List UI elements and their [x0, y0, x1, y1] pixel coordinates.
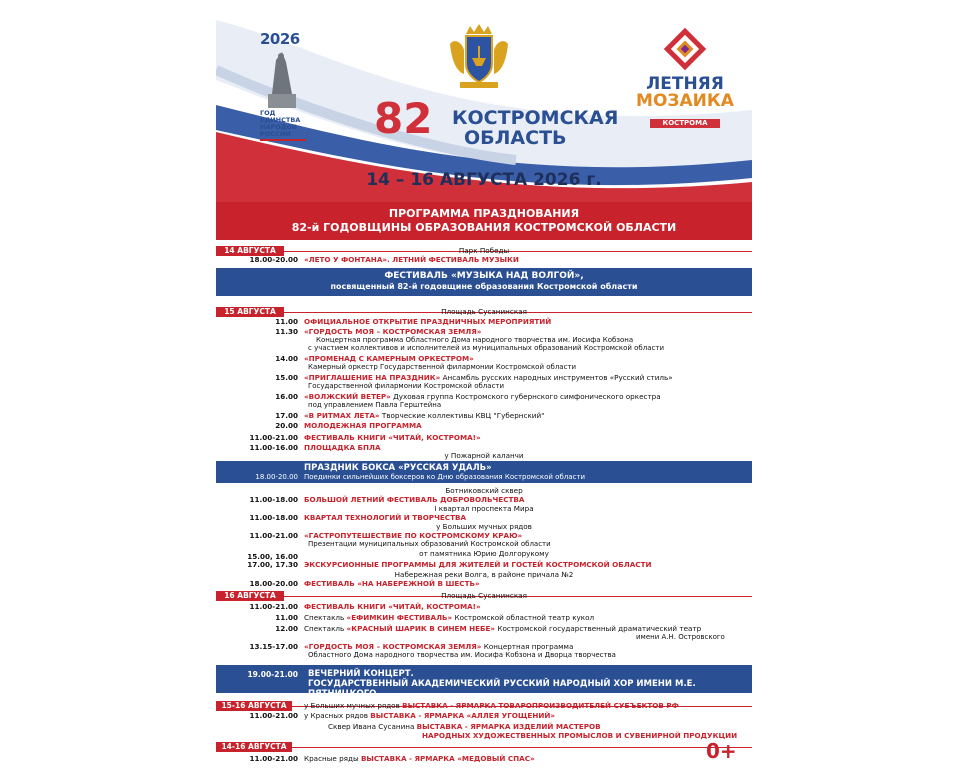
event-title: ФЕСТИВАЛЬ КНИГИ «ЧИТАЙ, КОСТРОМА!»	[304, 602, 481, 611]
event-title: «ЛЕТО У ФОНТАНА». ЛЕТНИЙ ФЕСТИВАЛЬ МУЗЫКИ	[304, 255, 519, 264]
event-title: БОЛЬШОЙ ЛЕТНИЙ ФЕСТИВАЛЬ ДОБРОВОЛЬЧЕСТВА	[304, 495, 525, 504]
program-title-band	[216, 202, 752, 240]
event-time: 12.00	[275, 624, 298, 633]
fair-venue: Красные ряды	[304, 754, 359, 763]
summer-mosaic-logo	[630, 26, 740, 129]
event-time: 11.00-18.00	[249, 495, 298, 504]
unity-line: РОССИИ	[260, 130, 291, 138]
concert-title: ВЕЧЕРНИЙ КОНЦЕРТ.	[308, 669, 414, 679]
event-title: КВАРТАЛ ТЕХНОЛОГИЙ И ТВОРЧЕСТВА	[304, 513, 467, 522]
date-tag-16: 16 АВГУСТА	[216, 591, 284, 601]
event-description: имени А.Н. Островского	[636, 633, 725, 641]
date-tag-14-16: 14-16 АВГУСТА	[216, 742, 292, 752]
monument-icon	[262, 48, 302, 110]
event-prefix: Спектакль	[304, 624, 345, 633]
mosaic-title-line1: ЛЕТНЯЯ	[646, 74, 724, 94]
event-description: под управлением Павла Герштейна	[308, 401, 442, 409]
kostroma-coat-of-arms-icon	[444, 24, 514, 94]
venue-label: Ботниковский сквер	[445, 486, 523, 495]
event-title: «ВОЛЖСКИЙ ВЕТЕР»	[304, 392, 391, 401]
event-title: «В РИТМАХ ЛЕТА»	[304, 411, 380, 420]
fair-title: ВЫСТАВКА - ЯРМАРКА ТОВАРОПРОИЗВОДИТЕЛЕЙ СУБЪЕКТОВ РФ	[402, 701, 679, 710]
fair-venue: Сквер Ивана Сусанина	[328, 722, 415, 731]
date-tag-15: 15 АВГУСТА	[216, 307, 284, 317]
date-tag-15-16: 15-16 АВГУСТА	[216, 701, 292, 711]
event-title: ФЕСТИВАЛЬ КНИГИ «ЧИТАЙ, КОСТРОМА!»	[304, 433, 481, 442]
event-description: Презентации муниципальных образований Костромской области	[308, 540, 551, 548]
festival-subtitle: посвященный 82-й годовщине образования Костромской области	[330, 282, 638, 291]
event-title: «ГАСТРОПУТЕШЕСТВИЕ ПО КОСТРОМСКОМУ КРАЮ»	[304, 531, 523, 540]
event-time: 16.00	[275, 392, 298, 401]
poster	[216, 10, 752, 768]
program-title-line2: 82-й ГОДОВЩИНЫ ОБРАЗОВАНИЯ КОСТРОМСКОЙ ОБЛАСТИ	[291, 221, 677, 234]
fair-title: ВЫСТАВКА - ЯРМАРКА «МЕДОВЫЙ СПАС»	[360, 754, 535, 763]
event-time: 11.00-21.00	[249, 754, 298, 763]
venue-label: Парк Победы	[458, 246, 510, 255]
concert-time: 19.00-21.00	[247, 670, 298, 679]
event-description: Творческие коллективы КВЦ "Губернский"	[381, 411, 545, 420]
event-title: ПЛОЩАДКА БПЛА	[304, 443, 381, 452]
festival-band	[216, 268, 752, 296]
event-title: ЭКСКУРСИОННЫЕ ПРОГРАММЫ ДЛЯ ЖИТЕЛЕЙ И ГОСТЕЙ КОСТРОМСКОЙ ОБЛАСТИ	[304, 560, 652, 569]
anniversary-number: 82	[374, 94, 433, 143]
mosaic-city-badge: КОСТРОМА	[650, 119, 719, 128]
fair-venue: у Красных рядов	[304, 711, 368, 720]
event-title: «ГОРДОСТЬ МОЯ – КОСТРОМСКАЯ ЗЕМЛЯ»	[304, 327, 482, 336]
event-title: ФЕСТИВАЛЬ «НА НАБЕРЕЖНОЙ В ШЕСТЬ»	[304, 579, 480, 588]
event-time: 11.00-21.00	[249, 433, 298, 442]
event-description: Камерный оркестр Государственной филармонии Костромской области	[308, 363, 577, 371]
day-separator	[216, 747, 752, 748]
mosaic-pattern-icon	[662, 26, 708, 72]
date-tag-14: 14 АВГУСТА	[216, 246, 284, 256]
event-description: с участием коллективов и исполнителей из муниципальных образований Костромской области	[308, 344, 664, 352]
event-description: Концертная программа Областного Дома народного творчества им. Иосифа Кобзона	[316, 336, 634, 344]
event-time: 11.00-16.00	[249, 443, 298, 452]
region-name-line1: КОСТРОМСКАЯ	[452, 107, 619, 129]
unity-line: ГОД	[260, 109, 276, 117]
event-time: 11.00-21.00	[249, 711, 298, 720]
event-time: 13.15-17.00	[249, 642, 298, 651]
event-title: «ПРОМЕНАД С КАМЕРНЫМ ОРКЕСТРОМ»	[304, 354, 474, 363]
event-description: Духовая группа Костромского губернского симфонического оркестра	[393, 392, 661, 401]
concert-performer: ГОСУДАРСТВЕННЫЙ АКАДЕМИЧЕСКИЙ РУССКИЙ НАРОДНЫЙ ХОР ИМЕНИ М.Е. ПЯТНИЦКОГО	[308, 679, 696, 699]
event-description: Областного Дома народного творчества им. Иосифа Кобзона и Дворца творчества	[308, 651, 616, 659]
venue-label: I квартал проспекта Мира	[434, 504, 534, 513]
mosaic-title-line2: МОЗАИКА	[636, 91, 734, 111]
year-of-unity-logo	[260, 30, 316, 141]
event-time: 18.00-20.00	[249, 255, 298, 264]
evening-concert-band	[216, 665, 752, 699]
event-time: 17.00, 17.30	[247, 560, 298, 569]
event-time: 11.30	[275, 327, 298, 336]
venue-label: Площадь Сусанинская	[441, 307, 527, 316]
fair-venue: у Больших мучных рядов	[304, 701, 400, 710]
venue-label: Площадь Сусанинская	[441, 591, 527, 600]
poster-header	[216, 10, 752, 202]
event-description: Костромской областной театр кукол	[454, 613, 595, 622]
unity-line: ЕДИНСТВА	[260, 116, 301, 124]
festival-title: ФЕСТИВАЛЬ «МУЗЫКА НАД ВОЛГОЙ»,	[384, 271, 584, 281]
event-title: ОФИЦИАЛЬНОЕ ОТКРЫТИЕ ПРАЗДНИЧНЫХ МЕРОПРИЯТИЙ	[304, 317, 552, 326]
event-title: «ЕФИМКИН ФЕСТИВАЛЬ»	[346, 613, 453, 622]
event-time: 20.00	[275, 421, 298, 430]
event-time: 11.00	[275, 613, 298, 622]
festival-dates: 14 – 16 АВГУСТА 2026 г.	[366, 170, 602, 190]
fair-title: ВЫСТАВКА - ЯРМАРКА ИЗДЕЛИЙ МАСТЕРОВ	[416, 722, 601, 731]
boxing-title: ПРАЗДНИК БОКСА «РУССКАЯ УДАЛЬ»	[304, 463, 492, 473]
event-time: 11.00-18.00	[249, 513, 298, 522]
venue-label: Набережная реки Волга, в районе причала №2	[394, 570, 574, 579]
event-time: 15.00	[275, 373, 298, 382]
venue-label: от памятника Юрию Долгорукому	[419, 549, 549, 558]
program-title-line1: ПРОГРАММА ПРАЗДНОВАНИЯ	[388, 207, 580, 220]
event-title: «КРАСНЫЙ ШАРИК В СИНЕМ НЕБЕ»	[346, 624, 496, 633]
event-title: МОЛОДЕЖНАЯ ПРОГРАММА	[304, 421, 422, 430]
event-description: Государственной филармонии Костромской области	[308, 382, 505, 390]
fair-title: ВЫСТАВКА - ЯРМАРКА «АЛЛЕЯ УГОЩЕНИЙ»	[370, 711, 556, 720]
event-time: 18.00-20.00	[249, 579, 298, 588]
event-time: 11.00-21.00	[249, 602, 298, 611]
boxing-time: 18.00-20.00	[255, 473, 298, 481]
year-logo-text: 2026	[260, 30, 300, 48]
unity-underline	[260, 139, 306, 141]
boxing-band	[216, 461, 752, 483]
unity-caption	[260, 110, 316, 138]
venue-label: у Пожарной каланчи	[444, 451, 524, 460]
event-description: Ансамбль русских народных инструментов «Русский стиль»	[442, 373, 673, 382]
event-title: «ПРИГЛАШЕНИЕ НА ПРАЗДНИК»	[304, 373, 441, 382]
region-name-line2: ОБЛАСТЬ	[464, 127, 567, 149]
event-description: Костромской государственный драматический театр	[497, 624, 702, 633]
event-description: Концертная программа	[483, 642, 574, 651]
fair-title: НАРОДНЫХ ХУДОЖЕСТВЕННЫХ ПРОМЫСЛОВ И СУВЕНИРНОЙ ПРОДУКЦИИ	[422, 731, 738, 740]
event-time: 11.00	[275, 317, 298, 326]
boxing-description: Поединки сильнейших боксеров ко Дню образования Костромской области	[304, 473, 586, 481]
event-time: 15.00, 16.00	[247, 552, 298, 561]
event-prefix: Спектакль	[304, 613, 345, 622]
event-time: 14.00	[275, 354, 298, 363]
event-time: 17.00	[275, 411, 298, 420]
age-rating-badge: 0+	[706, 739, 737, 763]
venue-label: у Больших мучных рядов	[436, 522, 532, 531]
event-time: 11.00-21.00	[249, 531, 298, 540]
event-title: «ГОРДОСТЬ МОЯ – КОСТРОМСКАЯ ЗЕМЛЯ»	[304, 642, 482, 651]
unity-line: НАРОДОВ	[260, 123, 298, 131]
